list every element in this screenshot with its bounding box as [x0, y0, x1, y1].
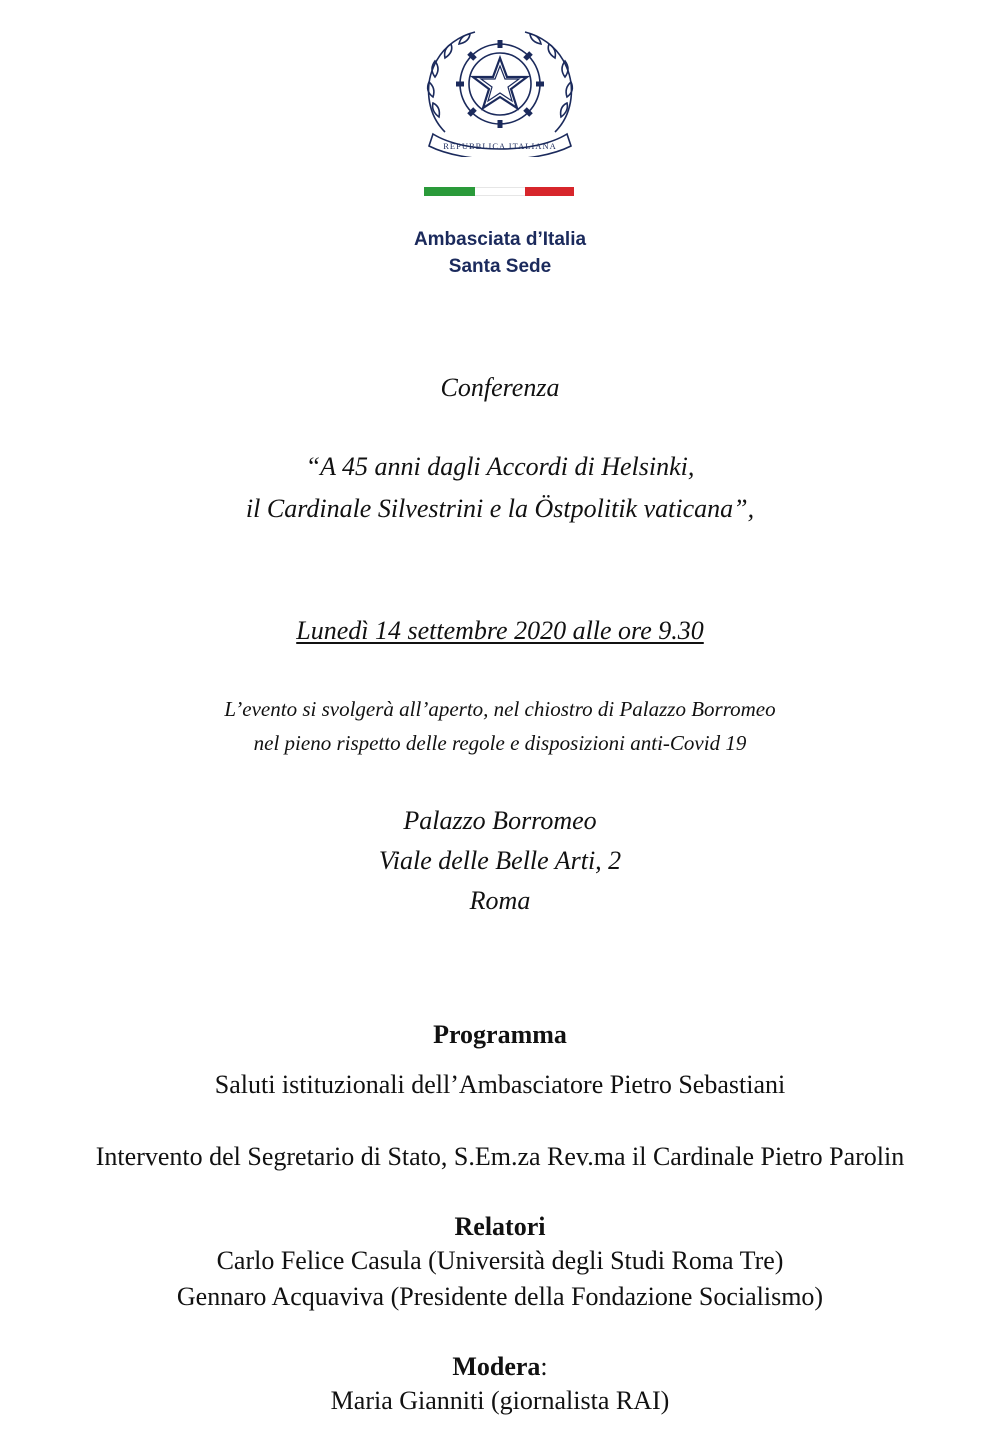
event-type: Conferenza [440, 373, 560, 402]
moderator-name: Maria Gianniti (giornalista RAI) [330, 1386, 670, 1415]
event-title-line2: il Cardinale Silvestrini e la Östpolitik vaticana”, [245, 494, 755, 523]
org-name: Ambasciata d’Italia [413, 229, 587, 250]
event-date: Lunedì 14 settembre 2020 alle ore 9.30 [296, 616, 704, 645]
venue-city: Roma [469, 886, 531, 915]
moderator-heading-row [0, 1352, 1000, 1382]
moderator-colon: : [540, 1352, 548, 1381]
speaker-1: Carlo Felice Casula (Università degli Studi Roma Tre) [216, 1246, 784, 1275]
flag-white-stripe [475, 187, 525, 196]
speaker-2: Gennaro Acquaviva (Presidente della Fondazione Socialismo) [176, 1282, 824, 1311]
speakers-heading: Relatori [454, 1212, 546, 1241]
program-heading: Programma [433, 1020, 567, 1049]
program-item-1: Saluti istituzionali dell’Ambasciatore Pietro Sebastiani [214, 1070, 786, 1099]
venue-name: Palazzo Borromeo [403, 806, 597, 835]
flag-red-stripe [525, 187, 574, 196]
venue-address: Viale delle Belle Arti, 2 [378, 846, 622, 875]
event-note-line1: L’evento si svolgerà all’aperto, nel chiostro di Palazzo Borromeo [224, 697, 776, 721]
italian-flag-bar [424, 187, 574, 196]
org-subtitle: Santa Sede [448, 256, 552, 277]
svg-text:REPUBBLICA ITALIANA: REPUBBLICA ITALIANA [443, 141, 557, 151]
moderator-heading: Modera [452, 1352, 541, 1381]
flag-green-stripe [424, 187, 475, 196]
event-title-line1: “A 45 anni dagli Accordi di Helsinki, [305, 452, 695, 481]
event-note-line2: nel pieno rispetto delle regole e disposizioni anti-Covid 19 [253, 731, 747, 755]
republic-emblem-icon [415, 22, 585, 157]
program-item-2: Intervento del Segretario di Stato, S.Em.za Rev.ma il Cardinale Pietro Parolin [95, 1142, 905, 1171]
